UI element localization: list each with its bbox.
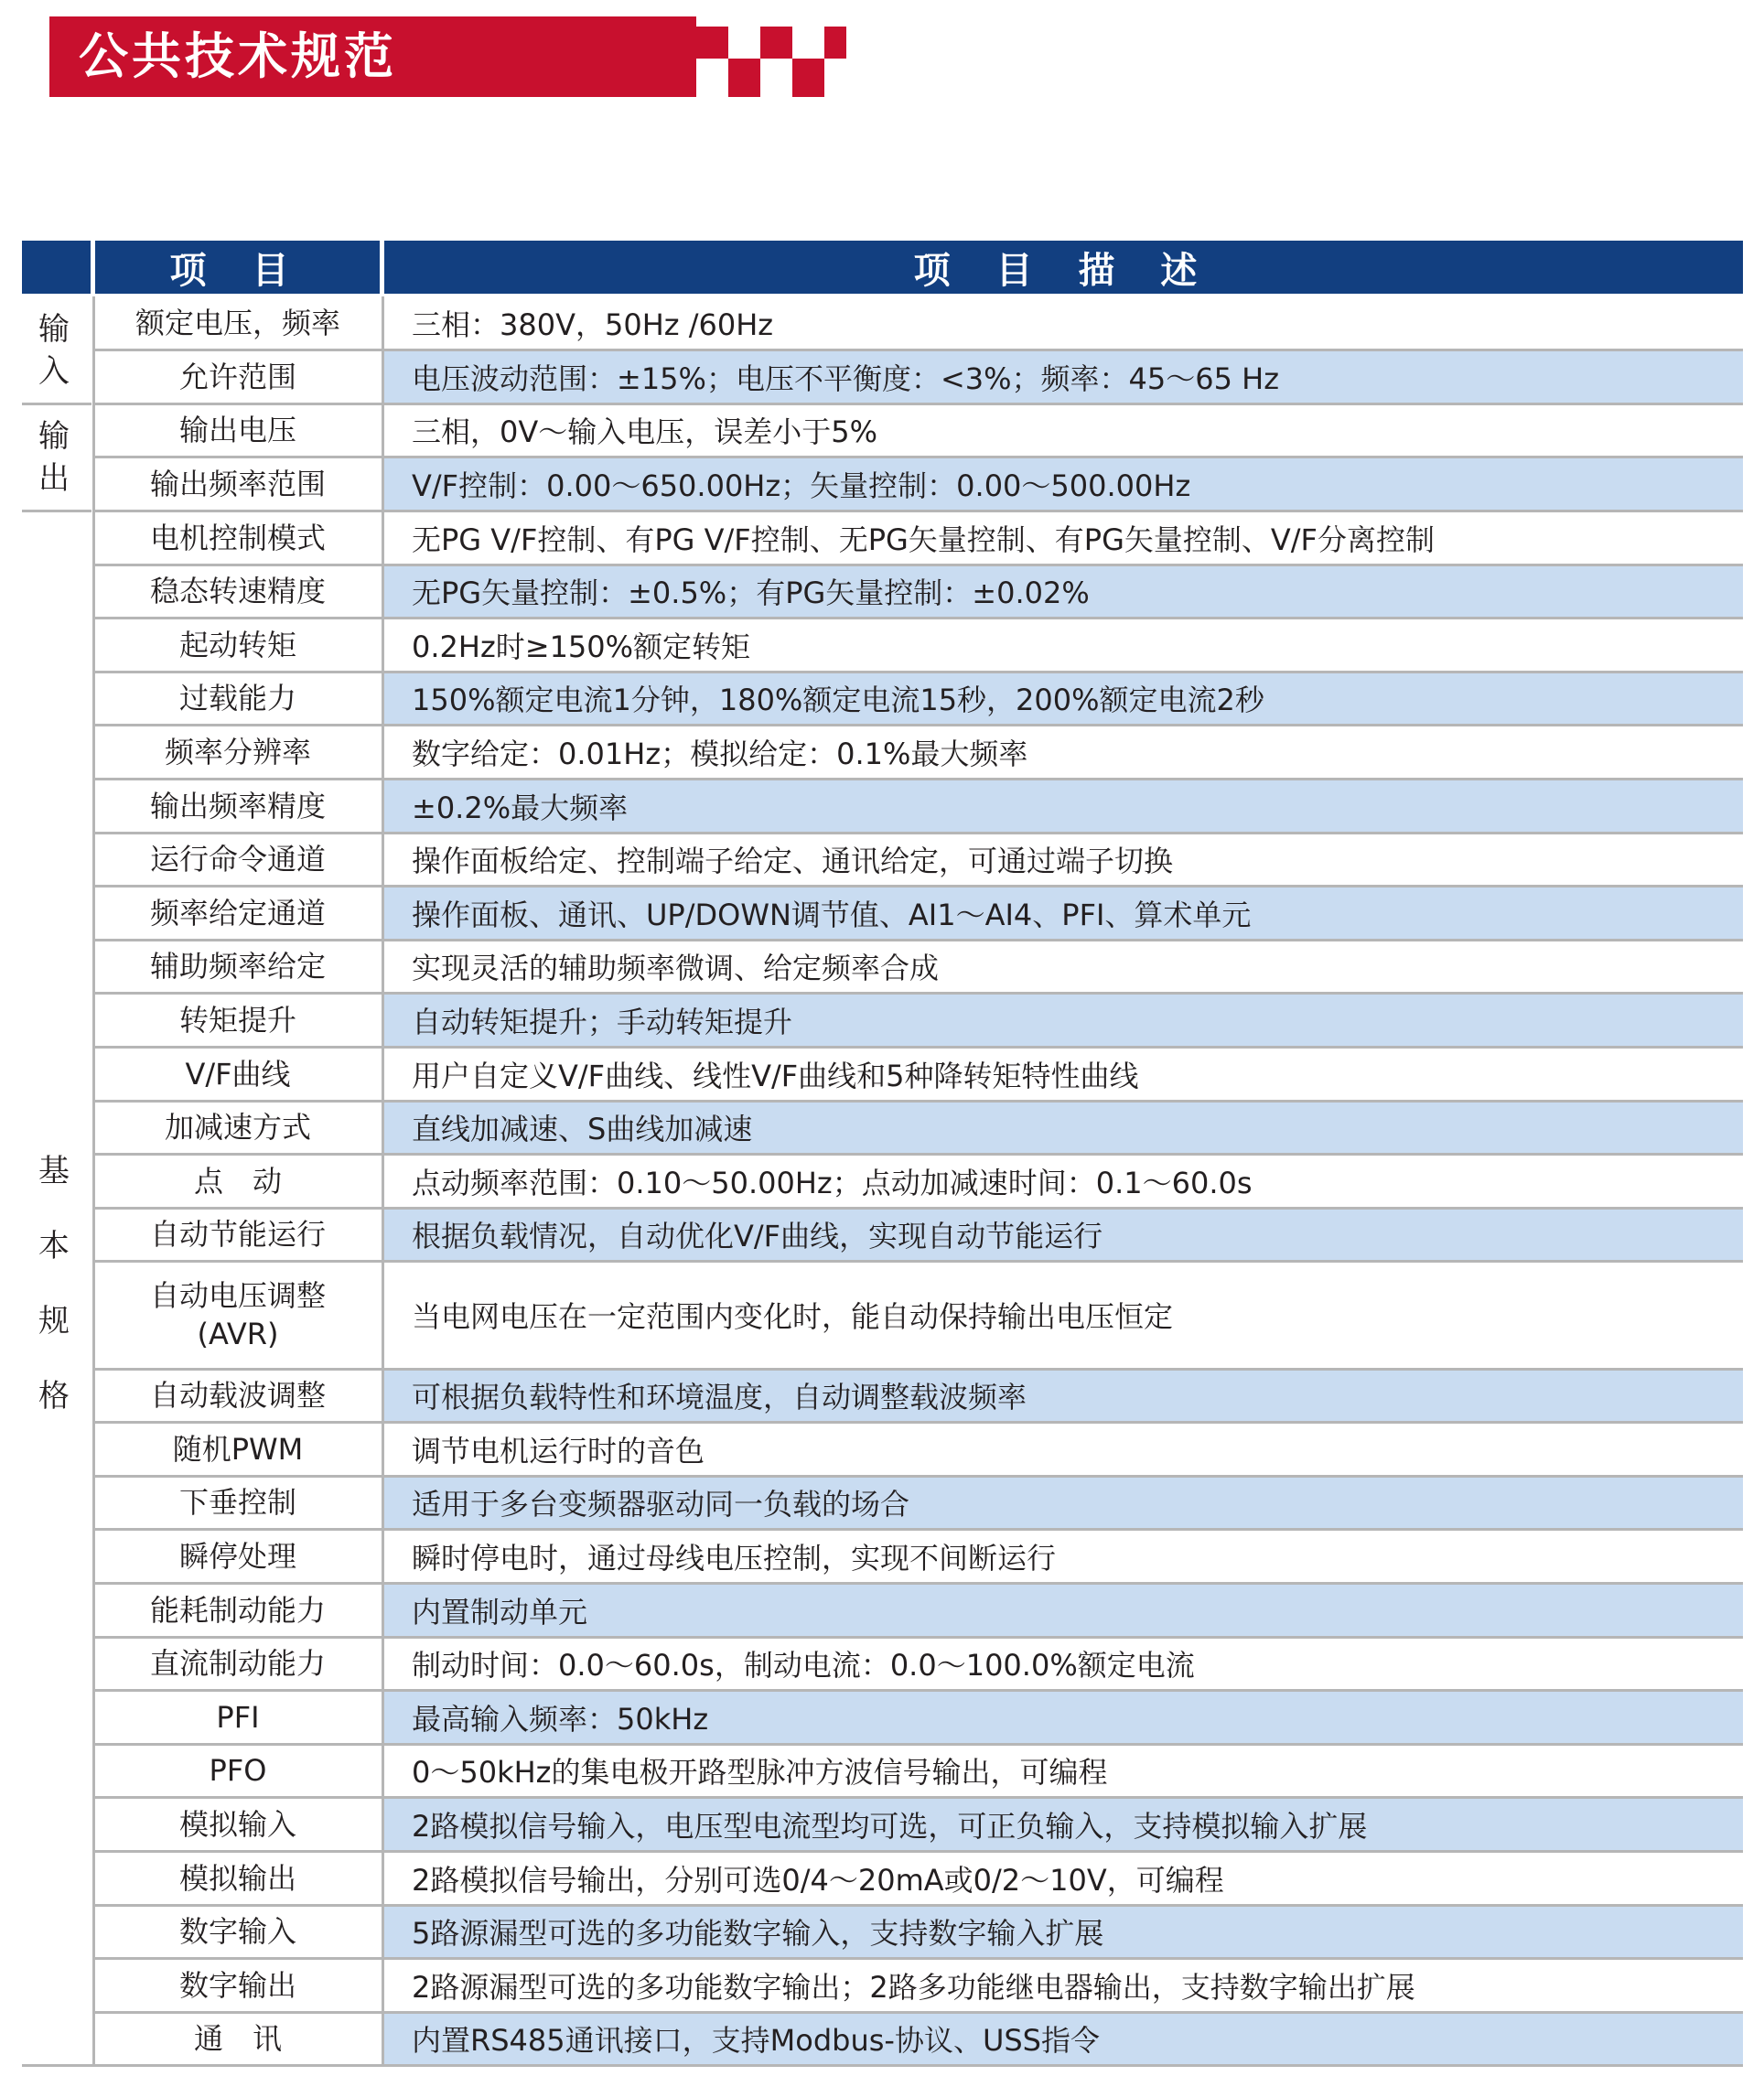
table-row [95, 403, 1743, 457]
table-row [95, 1637, 1743, 1691]
row-item-label: 数字输出 [178, 1967, 296, 2003]
row-description: 5路源漏型可选的多功能数字输入，支持数字输入扩展 [412, 1916, 1104, 1952]
table-row [95, 1262, 1743, 1369]
row-divider [95, 1904, 1743, 1907]
table-row [95, 1798, 1743, 1852]
row-divider [95, 724, 1743, 726]
row-description: V/F控制：0.00～650.00Hz；矢量控制：0.00～500.00Hz [412, 468, 1191, 504]
row-item-label: 模拟输入 [178, 1807, 296, 1843]
row-item-label: 自动载波调整 [149, 1378, 326, 1414]
table-row [95, 1047, 1743, 1101]
row-description: 操作面板、通讯、UP/DOWN调节值、AI1～AI4、PFI、算术单元 [412, 897, 1252, 932]
row-divider [95, 1636, 1743, 1639]
table-row [95, 1369, 1743, 1423]
row-divider [95, 1796, 1743, 1799]
row-divider [95, 939, 1743, 941]
category-char: 规 [38, 1303, 70, 1339]
row-description: 无PG矢量控制：±0.5%；有PG矢量控制：±0.02% [412, 576, 1090, 611]
row-item-label: 数字输入 [178, 1914, 296, 1950]
row-description: 0.2Hz时≥150%额定转矩 [412, 629, 751, 664]
row-description: 当电网电压在一定范围内变化时，能自动保持输出电压恒定 [412, 1299, 1174, 1335]
row-description: 根据负载情况，自动优化V/F曲线，实现自动节能运行 [412, 1219, 1103, 1254]
table-row [95, 1423, 1743, 1477]
row-divider [95, 671, 1743, 673]
row-item-label: 输出电压 [178, 413, 296, 448]
row-divider [95, 1100, 1743, 1103]
row-divider [95, 1207, 1743, 1210]
row-divider [95, 1743, 1743, 1746]
row-divider [95, 510, 1743, 512]
table-row [95, 1959, 1743, 2013]
banner-square-decoration [728, 59, 760, 97]
banner-square-decoration [824, 27, 846, 59]
row-item-label: 能耗制动能力 [149, 1592, 326, 1628]
category-basic-spec [22, 511, 86, 2056]
table-row [95, 1583, 1743, 1637]
row-divider [95, 778, 1743, 780]
row-description: 内置RS485通讯接口，支持Modbus-协议、USS指令 [412, 2023, 1100, 2059]
row-item-label: V/F曲线 [185, 1056, 291, 1092]
row-item-label: 下垂控制 [178, 1485, 296, 1521]
header-item: 项 目 [169, 250, 306, 292]
row-divider [95, 456, 1743, 458]
row-description: 操作面板给定、控制端子给定、通讯给定，可通过端子切换 [412, 844, 1174, 879]
banner-square-decoration [760, 27, 792, 59]
category-output [22, 405, 86, 509]
table-row [95, 1101, 1743, 1155]
row-description: 可根据负载特性和环境温度，自动调整载波频率 [412, 1380, 1027, 1415]
table-row [95, 833, 1743, 887]
table-row [95, 940, 1743, 994]
row-divider [95, 1260, 1743, 1263]
table-row [95, 511, 1743, 565]
column-separator [382, 296, 384, 2066]
banner-square-decoration [792, 59, 824, 97]
row-divider [95, 349, 1743, 351]
category-input [22, 298, 86, 403]
table-row [95, 1905, 1743, 1959]
row-description: 2路模拟信号输出，分别可选0/4～20mA或0/2～10V，可编程 [412, 1862, 1224, 1898]
row-description: 内置制动单元 [412, 1594, 588, 1630]
table-row [95, 350, 1743, 404]
row-divider [95, 885, 1743, 888]
row-description: 瞬时停电时，通过母线电压控制，实现不间断运行 [412, 1541, 1057, 1576]
row-item-label: 点 动 [193, 1163, 282, 1199]
row-item-label: 随机PWM [172, 1431, 304, 1467]
table-header [22, 241, 1743, 294]
table-row [95, 619, 1743, 672]
row-item-label: 运行命令通道 [149, 842, 326, 877]
table-row [95, 779, 1743, 833]
row-item-label: PFI [216, 1699, 260, 1735]
row-description: 2路模拟信号输入，电压型电流型均可选，可正负输入，支持模拟输入扩展 [412, 1809, 1368, 1845]
header-description: 项 目 描 述 [913, 250, 1214, 292]
row-item-label: 稳态转速精度 [149, 574, 326, 609]
table-row [95, 994, 1743, 1048]
category-char: 本 [38, 1228, 70, 1264]
table-bottom-rule [22, 2064, 1743, 2067]
row-item-label: 自动节能运行 [149, 1217, 326, 1253]
table-row [95, 1476, 1743, 1530]
row-description: 直线加减速、S曲线加减速 [412, 1112, 753, 1147]
row-description: 最高输入频率：50kHz [412, 1701, 709, 1737]
row-description: 0～50kHz的集电极开路型脉冲方波信号输出，可编程 [412, 1755, 1108, 1791]
row-item-label: 输出频率精度 [149, 788, 326, 823]
row-item-label: 过载能力 [178, 681, 296, 716]
row-divider [95, 564, 1743, 566]
row-description: 2路源漏型可选的多功能数字输出；2路多功能继电器输出，支持数字输出扩展 [412, 1969, 1415, 2005]
row-divider [95, 992, 1743, 995]
row-divider [95, 1850, 1743, 1853]
row-divider [95, 403, 1743, 405]
table-row [95, 1208, 1743, 1262]
row-description: 自动转矩提升；手动转矩提升 [412, 1005, 793, 1040]
row-description: 实现灵活的辅助频率微调、给定频率合成 [412, 951, 940, 986]
row-description: 制动时间：0.0～60.0s，制动电流：0.0～100.0%额定电流 [412, 1648, 1195, 1684]
table-row [95, 1691, 1743, 1745]
row-description: ±0.2%最大频率 [412, 790, 629, 825]
table-row [95, 1530, 1743, 1584]
table-row [95, 1851, 1743, 1905]
category-char: 出 [38, 459, 70, 497]
table-row [95, 565, 1743, 619]
row-divider [95, 1421, 1743, 1424]
row-item-label: 频率分辨率 [164, 735, 311, 770]
row-divider [95, 1528, 1743, 1531]
row-item-label: 允许范围 [178, 359, 296, 394]
row-description: 适用于多台变频器驱动同一负载的场合 [412, 1487, 910, 1522]
row-divider [95, 1368, 1743, 1371]
row-item-label: 辅助频率给定 [149, 949, 326, 984]
table-row [95, 296, 1743, 350]
category-char: 格 [38, 1378, 70, 1415]
row-item-label: 转矩提升 [178, 1003, 296, 1038]
row-description: 三相：380V，50Hz /60Hz [412, 307, 774, 343]
column-separator [92, 296, 95, 2066]
row-description: 用户自定义V/F曲线、线性V/F曲线和5种降转矩特性曲线 [412, 1058, 1139, 1093]
row-divider [95, 1153, 1743, 1156]
row-description: 数字给定：0.01Hz；模拟给定：0.1%最大频率 [412, 737, 1028, 772]
row-description: 电压波动范围：±15%；电压不平衡度：<3%；频率：45～65 Hz [412, 360, 1279, 396]
row-divider [95, 2011, 1743, 2014]
table-row [95, 672, 1743, 726]
table-row [95, 1155, 1743, 1209]
table-row [95, 1744, 1743, 1798]
row-item-label: 电机控制模式 [149, 520, 326, 555]
row-item-label: 额定电压，频率 [134, 306, 340, 341]
row-item-label: 加减速方式 [164, 1110, 311, 1146]
row-description: 调节电机运行时的音色 [412, 1433, 705, 1468]
row-item-label: PFO [209, 1753, 267, 1789]
banner-square-decoration [696, 27, 728, 59]
row-divider [95, 1957, 1743, 1960]
page-title: 公共技术规范 [79, 27, 397, 85]
row-divider [95, 1582, 1743, 1585]
table-row [95, 457, 1743, 511]
category-char: 基 [38, 1153, 70, 1189]
row-item-label: 直流制动能力 [149, 1646, 326, 1682]
table-row [95, 2012, 1743, 2066]
category-char: 输 [38, 311, 70, 348]
row-divider [95, 1046, 1743, 1049]
row-description: 150%额定电流1分钟，180%额定电流15秒，200%额定电流2秒 [412, 683, 1264, 718]
row-item-label: 瞬停处理 [178, 1539, 296, 1575]
row-item-label: 输出频率范围 [149, 467, 326, 502]
table-row [95, 887, 1743, 941]
row-item-label: 自动电压调整 (AVR) [149, 1278, 326, 1352]
table-row [95, 726, 1743, 780]
row-description: 无PG V/F控制、有PG V/F控制、无PG矢量控制、有PG矢量控制、V/F分离控制 [412, 522, 1435, 557]
row-divider [95, 617, 1743, 619]
row-divider [95, 1689, 1743, 1692]
row-item-label: 起动转矩 [178, 627, 296, 662]
row-item-label: 频率给定通道 [149, 895, 326, 931]
row-divider [95, 832, 1743, 834]
category-char: 输 [38, 417, 70, 455]
row-divider [95, 1475, 1743, 1478]
row-description: 三相，0V～输入电压，误差小于5% [412, 414, 878, 450]
category-char: 入 [38, 353, 70, 390]
row-item-label: 模拟输出 [178, 1860, 296, 1896]
row-description: 点动频率范围：0.10～50.00Hz；点动加减速时间：0.1～60.0s [412, 1165, 1253, 1200]
row-item-label: 通 讯 [193, 2021, 282, 2057]
